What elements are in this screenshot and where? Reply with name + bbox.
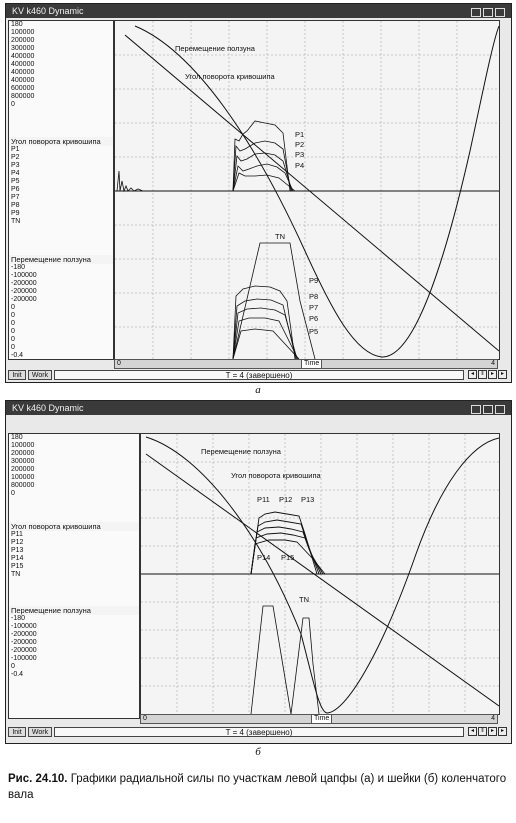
force-item[interactable]: P6 bbox=[11, 186, 20, 193]
motion-list bbox=[9, 606, 139, 717]
force-item[interactable]: P4 bbox=[11, 170, 20, 177]
motion-item[interactable]: -0.4 bbox=[11, 352, 24, 358]
force-item[interactable]: P8 bbox=[11, 202, 20, 209]
param-item[interactable]: 400000 bbox=[11, 69, 35, 76]
maximize-button[interactable] bbox=[483, 405, 493, 414]
param-item[interactable]: 100000 bbox=[11, 442, 35, 449]
variables-panel bbox=[8, 20, 114, 360]
param-item[interactable]: 300000 bbox=[11, 458, 35, 465]
label-p13: P13 bbox=[301, 495, 315, 504]
curve-labels bbox=[175, 44, 318, 336]
initial-oscillation bbox=[117, 171, 143, 191]
forces-header: Угол поворота кривошипа bbox=[9, 522, 139, 531]
label-p3: P3 bbox=[295, 150, 305, 159]
window-controls bbox=[469, 404, 505, 418]
motion-item[interactable]: -200000 bbox=[11, 631, 37, 638]
screenshot-a bbox=[5, 3, 512, 383]
force-item[interactable]: P15 bbox=[11, 563, 24, 570]
motion-header: Перемещение ползуна bbox=[9, 606, 139, 615]
motion-item[interactable]: -200000 bbox=[11, 639, 37, 646]
motion-item[interactable]: 0 bbox=[11, 304, 15, 311]
work-button[interactable]: Work bbox=[28, 370, 52, 380]
label-crank: Угол поворота кривошипа bbox=[185, 72, 275, 81]
step-back-icon[interactable]: ◂ bbox=[468, 727, 477, 736]
force-item[interactable]: P14 bbox=[11, 555, 24, 562]
motion-item[interactable]: 0 bbox=[11, 312, 15, 319]
force-curves-top bbox=[233, 121, 295, 191]
param-item[interactable]: 200000 bbox=[11, 466, 35, 473]
motion-item[interactable]: 0 bbox=[11, 328, 15, 335]
time-scrollbar[interactable] bbox=[114, 359, 498, 369]
slider-displacement-curve bbox=[146, 437, 499, 713]
play-icon[interactable]: ▸ bbox=[488, 370, 497, 379]
force-item[interactable]: TN bbox=[11, 571, 21, 578]
label-slider: Перемещение ползуна bbox=[175, 44, 255, 53]
param-item[interactable]: 800000 bbox=[11, 482, 35, 489]
label-tn: TN bbox=[299, 595, 309, 604]
sublabel-a: а bbox=[255, 384, 261, 396]
force-item[interactable]: P11 bbox=[11, 531, 23, 538]
grid bbox=[115, 21, 499, 359]
window-title: KV k460 Dynamic bbox=[12, 6, 84, 16]
force-item[interactable]: P1 bbox=[11, 146, 20, 153]
label-p2: P2 bbox=[295, 140, 305, 149]
close-button[interactable] bbox=[495, 8, 505, 17]
param-item[interactable]: 0 bbox=[11, 101, 15, 108]
time-end: 4 bbox=[491, 715, 495, 722]
force-curves-bottom bbox=[233, 286, 299, 359]
param-item[interactable]: 400000 bbox=[11, 77, 35, 84]
force-item[interactable]: P2 bbox=[11, 154, 20, 161]
close-button[interactable] bbox=[495, 405, 505, 414]
params-list bbox=[9, 21, 113, 138]
force-item[interactable]: P3 bbox=[11, 162, 20, 169]
play-icon[interactable]: ▸ bbox=[488, 727, 497, 736]
maximize-button[interactable] bbox=[483, 8, 493, 17]
param-item[interactable]: 0 bbox=[11, 490, 15, 497]
force-item[interactable]: TN bbox=[11, 218, 21, 225]
status-field: T = 4 (завершено) bbox=[54, 727, 464, 737]
minimize-button[interactable] bbox=[471, 405, 481, 414]
force-item[interactable]: P7 bbox=[11, 194, 20, 201]
label-p4: P4 bbox=[295, 161, 305, 170]
param-item[interactable]: 400000 bbox=[11, 53, 35, 60]
motion-item[interactable]: -180 bbox=[11, 615, 26, 622]
motion-item[interactable]: 0 bbox=[11, 336, 15, 343]
step-back-icon[interactable]: ◂ bbox=[468, 370, 477, 379]
window-titlebar bbox=[6, 401, 511, 415]
forces-list bbox=[9, 522, 139, 607]
variables-panel bbox=[8, 433, 140, 719]
label-p1: P1 bbox=[295, 130, 305, 139]
param-item[interactable]: 180 bbox=[11, 21, 23, 28]
force-item[interactable]: P9 bbox=[11, 210, 20, 217]
fast-forward-icon[interactable]: ▸ bbox=[498, 370, 507, 379]
label-crank: Угол поворота кривошипа bbox=[231, 471, 321, 480]
window-title: KV k460 Dynamic bbox=[12, 403, 84, 413]
label-p5: P5 bbox=[309, 327, 319, 336]
plot-svg bbox=[141, 434, 499, 714]
param-item[interactable]: 800000 bbox=[11, 93, 35, 100]
pause-icon[interactable]: ‖ bbox=[478, 727, 487, 736]
time-label[interactable]: Time bbox=[301, 359, 322, 369]
tn-curve-2 bbox=[291, 618, 319, 714]
motion-item[interactable]: 0 bbox=[11, 320, 15, 327]
label-p15: P15 bbox=[281, 553, 295, 562]
plot-area[interactable] bbox=[140, 433, 500, 715]
plot-area[interactable] bbox=[114, 20, 500, 360]
label-slider: Перемещение ползуна bbox=[201, 447, 281, 456]
curve-labels bbox=[201, 447, 322, 604]
motion-item[interactable]: -200000 bbox=[11, 296, 37, 303]
motion-item[interactable]: -100000 bbox=[11, 272, 37, 279]
motion-header: Перемещение ползуна bbox=[9, 255, 113, 264]
param-item[interactable]: 100000 bbox=[11, 474, 35, 481]
motion-item[interactable]: -200000 bbox=[11, 280, 37, 287]
param-item[interactable]: 100000 bbox=[11, 29, 35, 36]
caption-text: Графики радиальной силы по участкам левой цапфы (а) и шейки (б) коленчатого вала bbox=[8, 773, 507, 801]
motion-list bbox=[9, 255, 113, 358]
label-p7: P7 bbox=[309, 303, 319, 312]
param-item[interactable]: 180 bbox=[11, 434, 23, 441]
figure-caption bbox=[8, 771, 508, 803]
sublabel-b: б bbox=[255, 746, 261, 758]
screenshot-b bbox=[5, 400, 512, 744]
force-item[interactable]: P5 bbox=[11, 178, 20, 185]
crank-angle-line bbox=[146, 454, 499, 706]
time-start: 0 bbox=[117, 360, 121, 367]
motion-item[interactable]: 0 bbox=[11, 344, 15, 351]
motion-item[interactable]: -100000 bbox=[11, 655, 37, 662]
window-titlebar bbox=[6, 4, 511, 18]
caption-prefix: Рис. 24.10. bbox=[8, 773, 68, 785]
param-item[interactable]: 300000 bbox=[11, 45, 35, 52]
motion-item[interactable]: -200000 bbox=[11, 647, 37, 654]
motion-item[interactable]: -180 bbox=[11, 264, 26, 271]
label-p8: P8 bbox=[309, 292, 319, 301]
param-item[interactable]: 200000 bbox=[11, 450, 35, 457]
work-button[interactable]: Work bbox=[28, 727, 52, 737]
time-end: 4 bbox=[491, 360, 495, 367]
forces-header: Угол поворота кривошипа bbox=[9, 137, 113, 146]
motion-item[interactable]: -0.4 bbox=[11, 671, 24, 678]
time-label[interactable]: Time bbox=[311, 714, 332, 724]
time-scrollbar[interactable] bbox=[140, 714, 498, 724]
window-controls bbox=[469, 7, 505, 21]
minimize-button[interactable] bbox=[471, 8, 481, 17]
param-item[interactable]: 400000 bbox=[11, 61, 35, 68]
force-item[interactable]: P12 bbox=[11, 539, 24, 546]
param-item[interactable]: 600000 bbox=[11, 85, 35, 92]
motion-item[interactable]: -100000 bbox=[11, 623, 37, 630]
label-p12: P12 bbox=[279, 495, 293, 504]
param-item[interactable]: 200000 bbox=[11, 37, 35, 44]
params-list bbox=[9, 434, 139, 523]
pause-icon[interactable]: ‖ bbox=[478, 370, 487, 379]
init-button[interactable]: Init bbox=[8, 370, 26, 380]
plot-svg bbox=[115, 21, 499, 359]
label-p6: P6 bbox=[309, 314, 319, 323]
forces-list bbox=[9, 137, 113, 256]
label-p14: P14 bbox=[257, 553, 271, 562]
label-tn: TN bbox=[275, 232, 285, 241]
init-button[interactable]: Init bbox=[8, 727, 26, 737]
status-field: T = 4 (завершено) bbox=[54, 370, 464, 380]
label-p9: P9 bbox=[309, 276, 319, 285]
time-start: 0 bbox=[143, 715, 147, 722]
force-item[interactable]: P13 bbox=[11, 547, 24, 554]
label-p11: P11 bbox=[257, 495, 270, 504]
motion-item[interactable]: 0 bbox=[11, 663, 15, 670]
force-curves bbox=[251, 512, 325, 574]
fast-forward-icon[interactable]: ▸ bbox=[498, 727, 507, 736]
motion-item[interactable]: -200000 bbox=[11, 288, 37, 295]
